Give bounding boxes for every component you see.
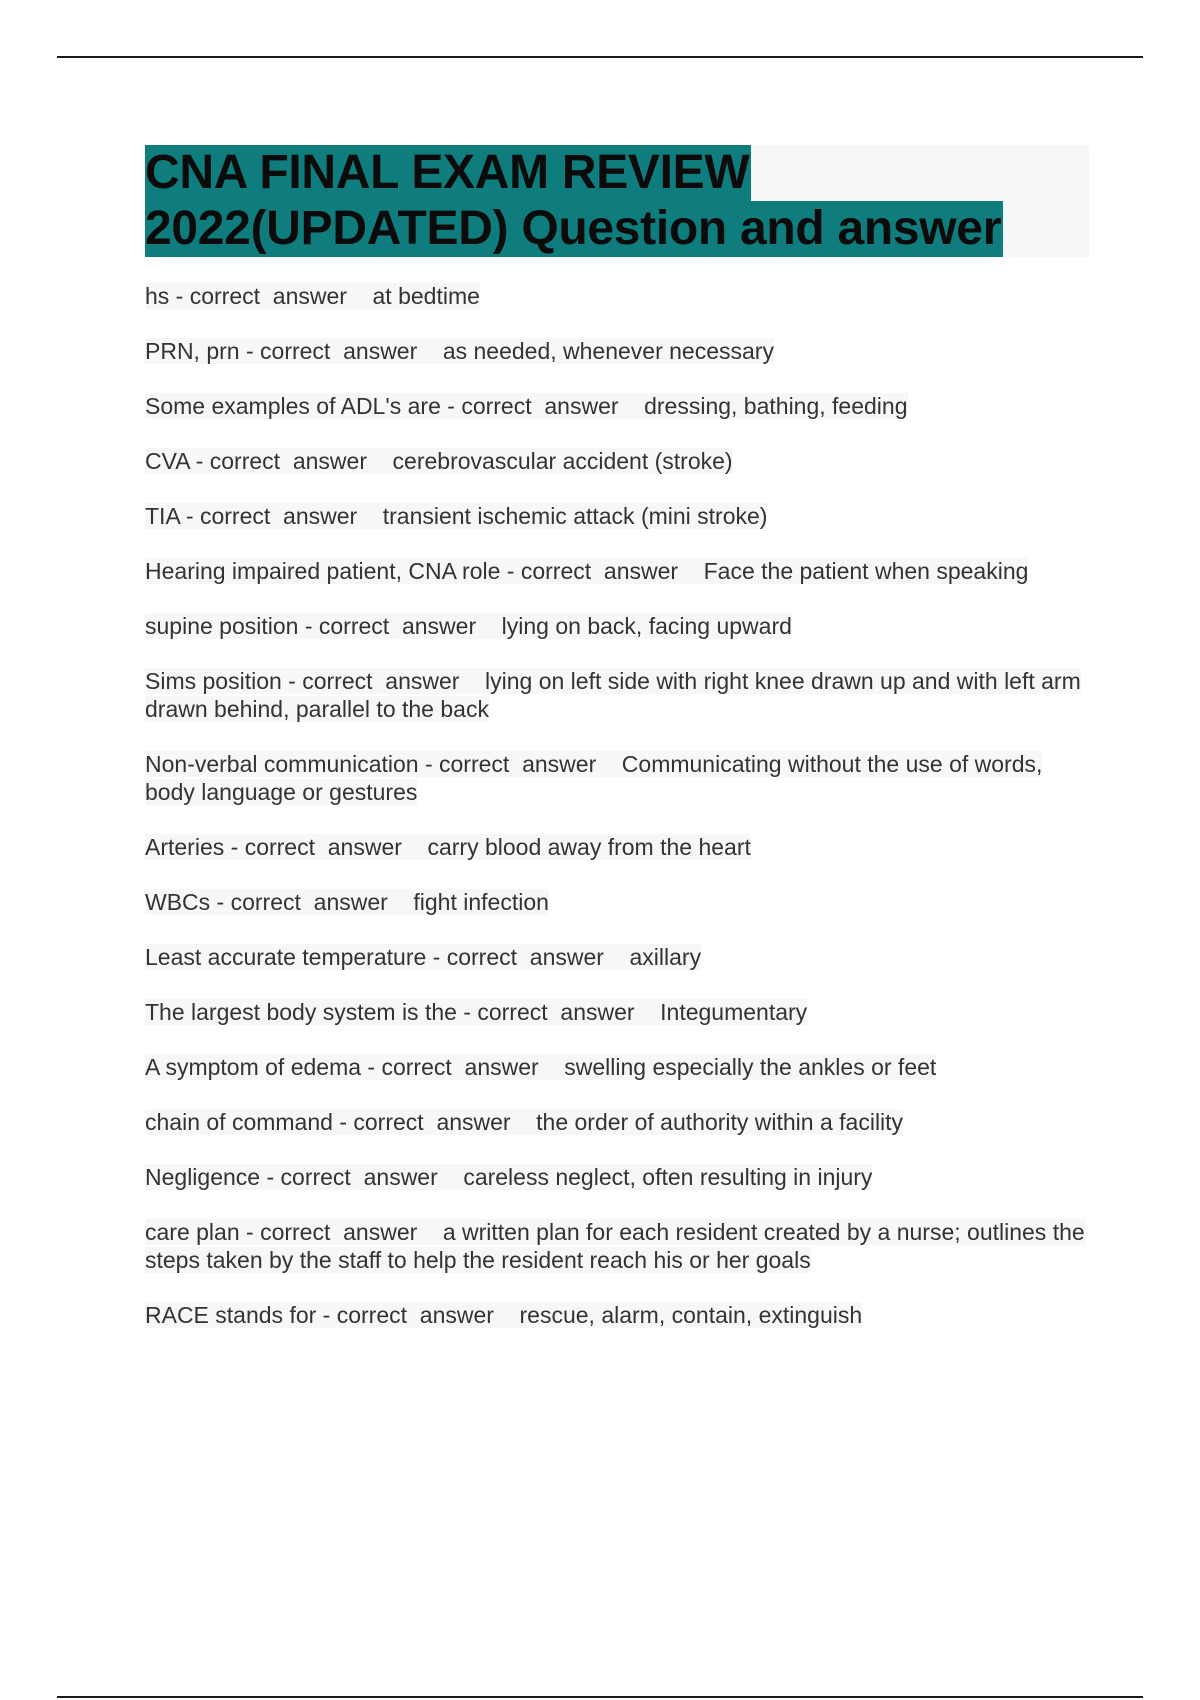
qa-separator: - correct answer xyxy=(418,751,622,777)
title-line-2: 2022(UPDATED) Question and answer xyxy=(145,202,1002,255)
qa-question: Negligence xyxy=(145,1164,261,1190)
qa-answer: cerebrovascular accident (stroke) xyxy=(392,448,733,474)
qa-separator: - correct answer xyxy=(169,283,373,309)
qa-answer: swelling especially the ankles or feet xyxy=(564,1054,937,1080)
qa-separator: - correct answer xyxy=(210,889,414,915)
footer-rule xyxy=(57,1696,1143,1698)
qa-question: The largest body system is the xyxy=(145,999,457,1025)
qa-separator: - correct answer xyxy=(332,1109,537,1135)
qa-item xyxy=(145,282,1095,310)
qa-answer: Face the patient when speaking xyxy=(703,558,1029,584)
qa-separator: - correct answer xyxy=(239,338,443,364)
qa-item xyxy=(145,667,1085,723)
qa-answer: fight infection xyxy=(413,889,549,915)
qa-answer: lying on back, facing upward xyxy=(501,613,792,639)
qa-question: RACE stands for xyxy=(145,1302,317,1328)
qa-separator: - correct answer xyxy=(239,1219,443,1245)
qa-item xyxy=(145,1108,1095,1136)
qa-answer: dressing, bathing, feeding xyxy=(644,393,908,419)
qa-separator: - correct answer xyxy=(298,613,502,639)
qa-question: WBCs xyxy=(145,889,211,915)
qa-item xyxy=(145,888,1095,916)
qa-question: supine position xyxy=(145,613,299,639)
qa-answer: carry blood away from the heart xyxy=(427,834,751,860)
qa-item xyxy=(145,1053,1095,1081)
title-line-1: CNA FINAL EXAM REVIEW xyxy=(145,146,750,199)
qa-answer: transient ischemic attack (mini stroke) xyxy=(382,503,768,529)
qa-separator: - correct answer xyxy=(426,944,630,970)
qa-answer: at bedtime xyxy=(372,283,480,309)
qa-item xyxy=(145,557,1095,585)
qa-question: TIA xyxy=(145,503,180,529)
qa-answer: careless neglect, often resulting in injury xyxy=(463,1164,873,1190)
qa-item xyxy=(145,998,1095,1026)
qa-item xyxy=(145,750,1085,806)
qa-question: care plan xyxy=(145,1219,240,1245)
qa-item xyxy=(145,833,1095,861)
qa-question: Some examples of ADL's are xyxy=(145,393,441,419)
qa-item xyxy=(145,392,1095,420)
qa-question: CVA xyxy=(145,448,190,474)
qa-question: A symptom of edema xyxy=(145,1054,362,1080)
qa-question: Arteries xyxy=(145,834,225,860)
qa-answer: as needed, whenever necessary xyxy=(442,338,774,364)
qa-answer: Integumentary xyxy=(660,999,808,1025)
qa-separator: - correct answer xyxy=(189,448,393,474)
qa-question: PRN, prn xyxy=(145,338,240,364)
qa-answer: Communicating without the use of words, body language or gestures xyxy=(145,751,1043,805)
qa-question: Non-verbal communication xyxy=(145,751,419,777)
qa-answer: rescue, alarm, contain, extinguish xyxy=(519,1302,863,1328)
qa-separator: - correct answer xyxy=(440,393,645,419)
qa-answer: the order of authority within a facility xyxy=(536,1109,904,1135)
header-rule xyxy=(57,56,1143,58)
qa-separator: - correct answer xyxy=(224,834,428,860)
qa-separator: - correct answer xyxy=(179,503,383,529)
qa-item xyxy=(145,943,1095,971)
qa-answer: lying on left side with right knee drawn up and with left arm drawn behind, parallel to the back xyxy=(145,668,1081,722)
qa-separator: - correct answer xyxy=(361,1054,565,1080)
qa-question: Least accurate temperature xyxy=(145,944,427,970)
document-title xyxy=(145,145,1089,257)
qa-separator: - correct answer xyxy=(316,1302,520,1328)
qa-question: Hearing impaired patient, CNA role xyxy=(145,558,501,584)
qa-separator: - correct answer xyxy=(456,999,661,1025)
qa-list xyxy=(145,282,1095,1356)
qa-answer: axillary xyxy=(629,944,702,970)
qa-item xyxy=(145,1218,1085,1274)
qa-separator: - correct answer xyxy=(500,558,704,584)
qa-item xyxy=(145,337,1095,365)
qa-separator: - correct answer xyxy=(281,668,485,694)
qa-separator: - correct answer xyxy=(260,1164,464,1190)
qa-item xyxy=(145,1163,1095,1191)
qa-question: Sims position xyxy=(145,668,282,694)
qa-question: hs xyxy=(145,283,170,309)
qa-item xyxy=(145,1301,1095,1329)
qa-answer: a written plan for each resident created by a nurse; outlines the steps taken by the staff to help the resident reach his or her goals xyxy=(145,1219,1085,1273)
qa-item xyxy=(145,612,1095,640)
qa-item xyxy=(145,502,1095,530)
qa-item xyxy=(145,447,1095,475)
qa-question: chain of command xyxy=(145,1109,333,1135)
